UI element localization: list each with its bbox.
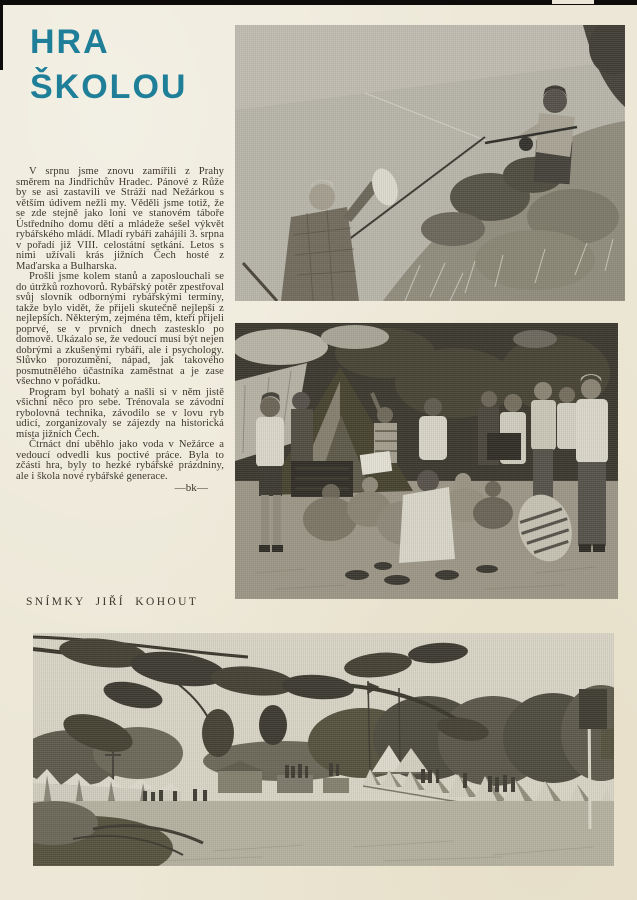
paragraph-1: V srpnu jsme znovu zamířili z Prahy směrem na Jindřichův Hradec. Pánové z Růže by se asi zastavili ve Stráži nad Nežárkou s větším údivem nežli my. Věděli jsme totiž, že se zde stejně jako loni ve stanovém táboře Ústředního domu dětí a mládeže sešel výkvět rybářského mládí. Mladí rybáři zahájili 3. srpna v pořadí již VIII. celostátní setkání. Letos s nimi užívali krás jižních Čech hosté z Maďarska a Bulharska.	[16, 166, 224, 272]
paragraph-3: Program byl bohatý a našli si v něm jistě všichni něco pro sebe. Trénovala se závodní rybolovná technika, závodilo se v lovu ryb udicí, zorganizovaly se zájezdy na historická místa jižních Čech.	[16, 386, 224, 440]
fishing-reel	[519, 137, 533, 151]
white-paper	[360, 451, 392, 475]
scan-edge-notch	[552, 0, 594, 4]
camp-gathering-illustration	[235, 323, 618, 599]
photo-boys-fishing	[235, 25, 625, 301]
gear-stack	[487, 433, 521, 460]
paragraph-2: Prošli jsme kolem stanů a zaposlouchali se do útržků rozhovorů. Rybářský potěr zpestřoval svůj slovník odbornými rybářskými termíny, takže bylo vidět, že přijeli skutečně nejlepší z nejlepších. Některým, zejména těm, kteří přijeli poprvé, se v prvních dnech zastesklo po domově. Ukázalo se, že vedoucí musí být nejen dobrými a zkušenými rybáři, ale i psychology. Slůvko porozumění, nápad, jak takového posmutnělého účastníka zaměstnat a je zase všechno v pořádku.	[16, 271, 224, 387]
figure-dark-left	[291, 392, 313, 461]
scan-edge-left	[0, 0, 3, 70]
title-line-2: ŠKOLOU	[30, 68, 188, 106]
photo-credit: SNÍMKY JIŘÍ KOHOUT	[26, 596, 199, 608]
byline: —bk—	[174, 482, 208, 494]
scan-edge-top	[0, 0, 637, 5]
article-body	[16, 167, 224, 494]
paragraph-4: Čtrnáct dní uběhlo jako voda v Nežárce a vedoucí odvedli kus poctivé práce. Byla to zčásti hra, byly to hezké rybářské prázdniny, ale i škola nové rybářské generace.	[16, 439, 224, 482]
title-line-1: HRA	[30, 23, 110, 61]
boys-fishing-illustration	[235, 25, 625, 301]
photo-camp-panorama	[33, 633, 614, 866]
page-title	[30, 20, 187, 110]
camp-panorama-illustration	[33, 633, 614, 866]
photo-camp-gathering	[235, 323, 618, 599]
man-far-right	[576, 374, 608, 552]
